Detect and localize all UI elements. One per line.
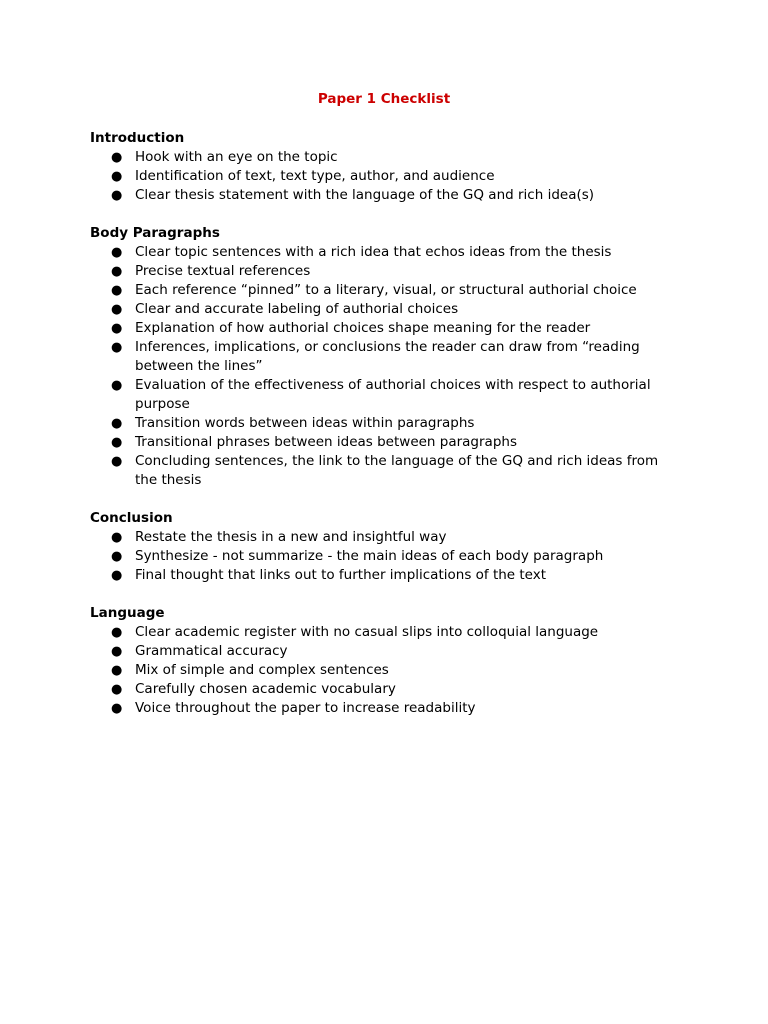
list-item [90, 414, 675, 433]
bullet-icon: ● [111, 302, 123, 317]
list-item-text: Explanation of how authorial choices shape meaning for the reader [135, 320, 591, 336]
list-item-text: Precise textual references [135, 263, 311, 279]
bullet-icon: ● [111, 644, 123, 659]
bullet-icon: ● [111, 530, 123, 545]
list-item [90, 186, 675, 205]
list-item [90, 338, 675, 376]
bullet-icon: ● [111, 188, 123, 203]
list-item [90, 376, 675, 414]
checklist [90, 623, 690, 718]
list-item-text: Voice throughout the paper to increase readability [135, 700, 476, 716]
list-item-text: Synthesize - not summarize - the main ideas of each body paragraph [135, 548, 604, 564]
bullet-icon: ● [111, 416, 123, 431]
list-item-text: Grammatical accuracy [135, 643, 288, 659]
list-item [90, 300, 675, 319]
list-item-text: Mix of simple and complex sentences [135, 662, 389, 678]
list-item [90, 281, 675, 300]
bullet-icon: ● [111, 625, 123, 640]
list-item [90, 528, 675, 547]
list-item [90, 148, 675, 167]
bullet-icon: ● [111, 435, 123, 450]
list-item-text: Identification of text, text type, author, and audience [135, 168, 495, 184]
list-item-text: Hook with an eye on the topic [135, 149, 338, 165]
list-item-text: Final thought that links out to further implications of the text [135, 567, 547, 583]
list-item [90, 642, 675, 661]
section-heading: Conclusion [90, 510, 173, 526]
section-heading: Language [90, 605, 165, 621]
section-body-paragraphs [90, 224, 690, 490]
bullet-icon: ● [111, 150, 123, 165]
bullet-icon: ● [111, 682, 123, 697]
bullet-icon: ● [111, 340, 123, 355]
list-item-text: Clear academic register with no casual slips into colloquial language [135, 624, 599, 640]
list-item [90, 547, 675, 566]
list-item [90, 433, 675, 452]
bullet-icon: ● [111, 663, 123, 678]
list-item-text: Transitional phrases between ideas between paragraphs [135, 434, 517, 450]
section-conclusion [90, 509, 690, 585]
bullet-icon: ● [111, 264, 123, 279]
list-item [90, 262, 675, 281]
list-item-text: Evaluation of the effectiveness of authorial choices with respect to authorial purpose [135, 377, 651, 412]
list-item-text: Inferences, implications, or conclusions the reader can draw from “reading between the lines” [135, 339, 640, 374]
page-title: Paper 1 Checklist [317, 91, 451, 107]
checklist [90, 243, 690, 490]
bullet-icon: ● [111, 283, 123, 298]
list-item-text: Concluding sentences, the link to the language of the GQ and rich ideas from the thesis [135, 453, 659, 488]
list-item-text: Clear thesis statement with the language of the GQ and rich idea(s) [135, 187, 595, 203]
bullet-icon: ● [111, 454, 123, 469]
bullet-icon: ● [111, 568, 123, 583]
section-language [90, 604, 690, 718]
list-item [90, 661, 675, 680]
list-item [90, 452, 675, 490]
list-item-text: Each reference “pinned” to a literary, visual, or structural authorial choice [135, 282, 637, 298]
bullet-icon: ● [111, 321, 123, 336]
list-item-text: Restate the thesis in a new and insightful way [135, 529, 447, 545]
section-introduction [90, 129, 690, 205]
list-item-text: Transition words between ideas within paragraphs [135, 415, 475, 431]
bullet-icon: ● [111, 245, 123, 260]
checklist [90, 528, 690, 585]
list-item [90, 699, 675, 718]
bullet-icon: ● [111, 169, 123, 184]
bullet-icon: ● [111, 378, 123, 393]
bullet-icon: ● [111, 701, 123, 716]
list-item-text: Clear topic sentences with a rich idea that echos ideas from the thesis [135, 244, 612, 260]
list-item [90, 243, 675, 262]
list-item-text: Carefully chosen academic vocabulary [135, 681, 396, 697]
section-heading: Body Paragraphs [90, 225, 220, 241]
list-item [90, 623, 675, 642]
list-item [90, 319, 675, 338]
bullet-icon: ● [111, 549, 123, 564]
list-item [90, 680, 675, 699]
section-heading: Introduction [90, 130, 185, 146]
list-item [90, 167, 675, 186]
checklist [90, 148, 690, 205]
list-item-text: Clear and accurate labeling of authorial choices [135, 301, 459, 317]
list-item [90, 566, 675, 585]
